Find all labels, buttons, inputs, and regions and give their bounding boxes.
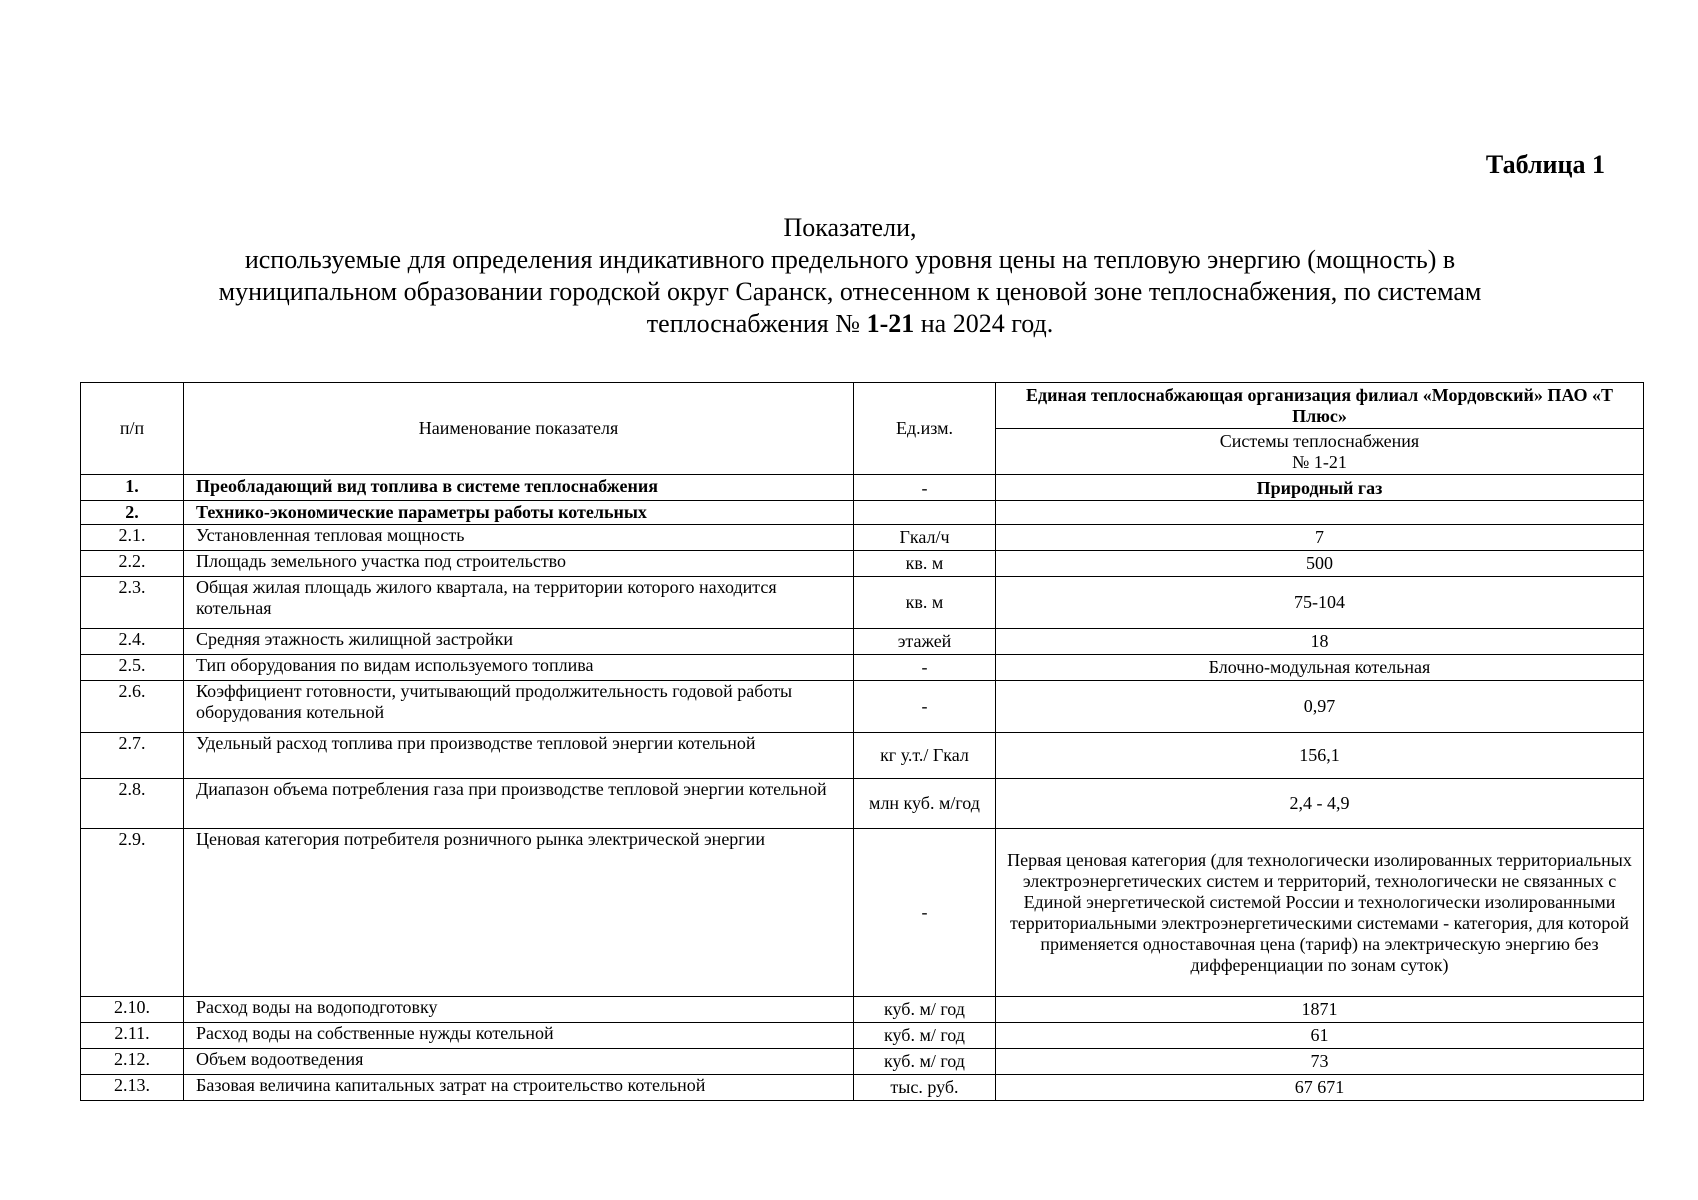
row-unit: куб. м/ год (854, 997, 996, 1023)
row-unit: - (854, 681, 996, 733)
table-row (81, 779, 1644, 829)
row-indicator-name: Объем водоотведения (184, 1049, 854, 1075)
row-value: 1871 (996, 997, 1644, 1023)
row-unit (854, 501, 996, 525)
row-number: 2.6. (81, 681, 184, 733)
table-row (81, 501, 1644, 525)
row-number: 2.11. (81, 1023, 184, 1049)
row-number: 2.3. (81, 577, 184, 629)
row-indicator-name: Базовая величина капитальных затрат на строительство котельной (184, 1075, 854, 1101)
table-row (81, 475, 1644, 501)
row-number: 2.13. (81, 1075, 184, 1101)
title-line-2: используемые для определения индикативного предельного уровня цены на тепловую энергию (мощность) в (244, 245, 1456, 274)
row-unit: - (854, 655, 996, 681)
row-indicator-name: Средняя этажность жилищной застройки (184, 629, 854, 655)
header-systems-number: № 1-21 (1292, 451, 1347, 472)
row-unit: этажей (854, 629, 996, 655)
row-indicator-name: Ценовая категория потребителя розничного рынка электрической энергии (184, 829, 854, 997)
row-value: 7 (996, 525, 1644, 551)
header-num: п/п (81, 383, 184, 475)
table-row (81, 655, 1644, 681)
row-value: 61 (996, 1023, 1644, 1049)
row-unit: млн куб. м/год (854, 779, 996, 829)
row-indicator-name: Преобладающий вид топлива в системе теплоснабжения (184, 475, 854, 501)
document-title (80, 212, 1620, 340)
row-value: Блочно-модульная котельная (996, 655, 1644, 681)
header-systems (996, 429, 1644, 475)
row-unit: - (854, 829, 996, 997)
table-row (81, 577, 1644, 629)
row-value: 75-104 (996, 577, 1644, 629)
row-number: 2.9. (81, 829, 184, 997)
row-number: 2.1. (81, 525, 184, 551)
row-number: 2.2. (81, 551, 184, 577)
table-row (81, 997, 1644, 1023)
row-number: 1. (81, 475, 184, 501)
row-value: Первая ценовая категория (для технологически изолированных территориальных электроэнергетических систем и территорий, технологически не связанных с Единой энергетической системой России и технологически изолированными территориальными электроэнергетическими системами - категория, для которой применяется одноставочная цена (тариф) на электрическую энергию без дифференциации по зонам суток) (996, 829, 1644, 997)
row-unit: куб. м/ год (854, 1049, 996, 1075)
table-row (81, 1049, 1644, 1075)
row-value: 67 671 (996, 1075, 1644, 1101)
table-row (81, 629, 1644, 655)
row-indicator-name: Технико-экономические параметры работы котельных (184, 501, 854, 525)
title-line-3: муниципальном образовании городской округ Саранск, отнесенном к ценовой зоне теплоснабжения, по системам (218, 277, 1482, 306)
row-unit: Гкал/ч (854, 525, 996, 551)
row-number: 2.5. (81, 655, 184, 681)
table-row (81, 829, 1644, 997)
indicators-table (80, 382, 1644, 1101)
row-indicator-name: Удельный расход топлива при производстве тепловой энергии котельной (184, 733, 854, 779)
row-unit: кв. м (854, 577, 996, 629)
row-indicator-name: Расход воды на собственные нужды котельной (184, 1023, 854, 1049)
row-number: 2.10. (81, 997, 184, 1023)
row-number: 2.7. (81, 733, 184, 779)
header-unit: Ед.изм. (854, 383, 996, 475)
row-unit: - (854, 475, 996, 501)
row-unit: кг у.т./ Гкал (854, 733, 996, 779)
title-line-1: Показатели, (783, 213, 917, 242)
table-row (81, 1023, 1644, 1049)
header-organization: Единая теплоснабжающая организация филиал «Мордовский» ПАО «Т Плюс» (996, 383, 1644, 429)
table-row (81, 551, 1644, 577)
header-systems-label: Системы теплоснабжения (1219, 430, 1420, 451)
row-unit: кв. м (854, 551, 996, 577)
row-value: 2,4 - 4,9 (996, 779, 1644, 829)
row-value (996, 501, 1644, 525)
row-value: 73 (996, 1049, 1644, 1075)
title-line-4-pre: теплоснабжения № (646, 309, 867, 338)
row-value: Природный газ (996, 475, 1644, 501)
row-number: 2.12. (81, 1049, 184, 1075)
row-number: 2.4. (81, 629, 184, 655)
row-indicator-name: Тип оборудования по видам используемого топлива (184, 655, 854, 681)
row-number: 2.8. (81, 779, 184, 829)
table-row (81, 1075, 1644, 1101)
table-row (81, 525, 1644, 551)
header-name: Наименование показателя (184, 383, 854, 475)
row-indicator-name: Расход воды на водоподготовку (184, 997, 854, 1023)
row-indicator-name: Площадь земельного участка под строительство (184, 551, 854, 577)
title-line-4-post: на 2024 год. (914, 309, 1054, 338)
title-systems-range: 1-21 (866, 309, 915, 338)
row-unit: куб. м/ год (854, 1023, 996, 1049)
table-row (81, 681, 1644, 733)
row-value: 156,1 (996, 733, 1644, 779)
row-indicator-name: Диапазон объема потребления газа при производстве тепловой энергии котельной (184, 779, 854, 829)
row-value: 500 (996, 551, 1644, 577)
table-header-row (81, 383, 1644, 429)
row-unit: тыс. руб. (854, 1075, 996, 1101)
row-indicator-name: Коэффициент готовности, учитывающий продолжительность годовой работы оборудования котельной (184, 681, 854, 733)
row-value: 18 (996, 629, 1644, 655)
title-line-4 (80, 308, 1620, 340)
row-value: 0,97 (996, 681, 1644, 733)
table-body (81, 383, 1644, 1101)
table-label: Таблица 1 (1485, 150, 1605, 179)
row-indicator-name: Установленная тепловая мощность (184, 525, 854, 551)
table-row (81, 733, 1644, 779)
row-number: 2. (81, 501, 184, 525)
row-indicator-name: Общая жилая площадь жилого квартала, на территории которого находится котельная (184, 577, 854, 629)
